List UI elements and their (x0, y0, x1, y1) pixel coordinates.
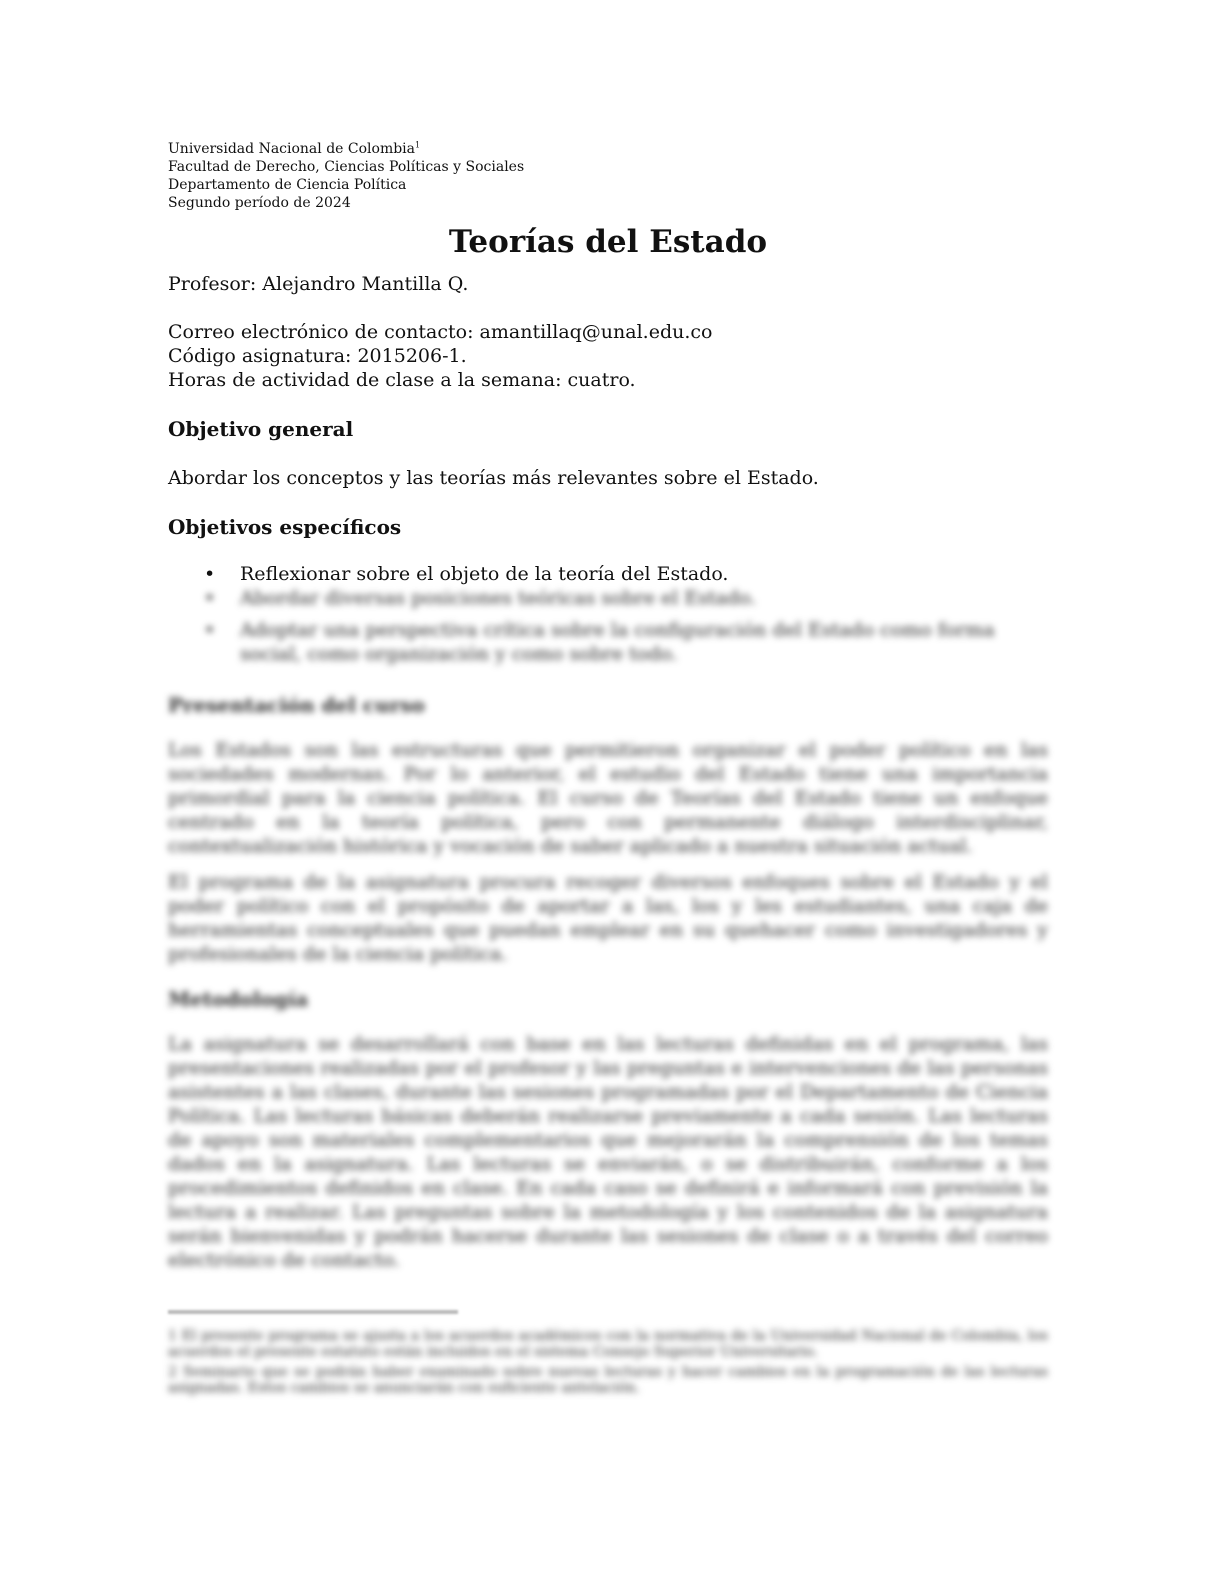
list-item: • Adoptar una perspectiva crítica sobre la configuración del Estado como forma social, como organización y como sobre todo. (204, 619, 995, 665)
academic-period: Segundo período de 2024 (168, 195, 351, 211)
footnotes (168, 1328, 1048, 1396)
presentation-paragraph-1: Los Estados son las estructuras que permitieron organizar el poder político en las sociedades modernas. Por lo anterior, el estudio del Estado tiene una importancia primordial para la ciencia política. El curso de Teorías del Estado tiene un enfoque centrado en la teoría política, pero con permanente diálogo interdisciplinar, contextualización histórica y vocación de saber aplicado a nuestra situación actual. (168, 739, 1048, 857)
list-item: • Reflexionar sobre el objeto de la teoría del Estado. (204, 563, 729, 585)
department-name: Departamento de Ciencia Política (168, 177, 407, 193)
contact-email-line: Correo electrónico de contacto: amantillaq@unal.edu.co (168, 321, 713, 343)
bullet-icon: • (204, 619, 216, 641)
professor-line: Profesor: Alejandro Mantilla Q. (168, 273, 469, 295)
bullet-icon: • (204, 587, 216, 609)
methodology-heading: Metodología (168, 987, 309, 1011)
methodology-paragraph: La asignatura se desarrollará con base en las lecturas definidas en el programa, las presentaciones realizadas por el profesor y las preguntas e intervenciones de las personas asistentes a las clases, durante las sesiones programadas por el Departamento de Ciencia Política. Las lecturas básicas deberán realizarse previamente a cada sesión. Las lecturas de apoyo son materiales complementarios que mejorarán la comprensión de los temas dados en la asignatura. Las lecturas se enviarán, o se distribuirán, conforme a los procedimientos definidos en clase. En cada caso se definirá e informará con previsión la lectura a realizar. Las preguntas sobre la metodología y los contenidos de la asignatura serán bienvenidas y podrán hacerse durante las sesiones de clase o a través del correo electrónico de contacto. (168, 1033, 1048, 1271)
course-title: Teorías del Estado (448, 224, 768, 260)
course-code-line: Código asignatura: 2015206-1. (168, 345, 467, 367)
footnote-divider (168, 1310, 458, 1314)
list-item: • Abordar diversas posiciones teóricas sobre el Estado. (204, 587, 757, 609)
footnote-1: 1 El presente programa se ajusta a los acuerdos académicos con la normativa de la Universidad Nacional de Colombia, los acuerdos el presente estatuto están incluidos en el sistema Consejo Superior Universitario. (168, 1328, 1048, 1360)
university-name: Universidad Nacional de Colombia$^1$ (168, 140, 421, 157)
general-objective-heading: Objetivo general (168, 417, 354, 441)
general-objective-text: Abordar los conceptos y las teorías más relevantes sobre el Estado. (168, 467, 819, 489)
faculty-name: Facultad de Derecho, Ciencias Políticas y Sociales (168, 159, 525, 175)
bullet-icon: • (204, 563, 216, 585)
footnote-2: 2 Seminario que se podrán haber examinado sobre nuevas lecturas y hacer cambios en la programación de las lecturas asignadas. Estos cambios se anunciarán con suficiente antelación. (168, 1364, 1048, 1396)
presentation-heading: Presentación del curso (168, 693, 425, 717)
specific-objectives-list (168, 562, 1048, 666)
presentation-paragraph-2: El programa de la asignatura procura recoger diversos enfoques sobre el Estado y el poder político con el propósito de aportar a las, los y les estudiantes, una caja de herramientas conceptuales que puedan emplear en su quehacer como investigadores y profesionales de la ciencia política. (168, 871, 1048, 965)
footnote-mark[interactable]: 1 (415, 140, 421, 150)
weekly-hours-line: Horas de actividad de clase a la semana: cuatro. (168, 369, 636, 391)
specific-objectives-heading: Objetivos específicos (168, 515, 402, 539)
blurred-content (168, 666, 1048, 1272)
document-page (168, 140, 1048, 1396)
